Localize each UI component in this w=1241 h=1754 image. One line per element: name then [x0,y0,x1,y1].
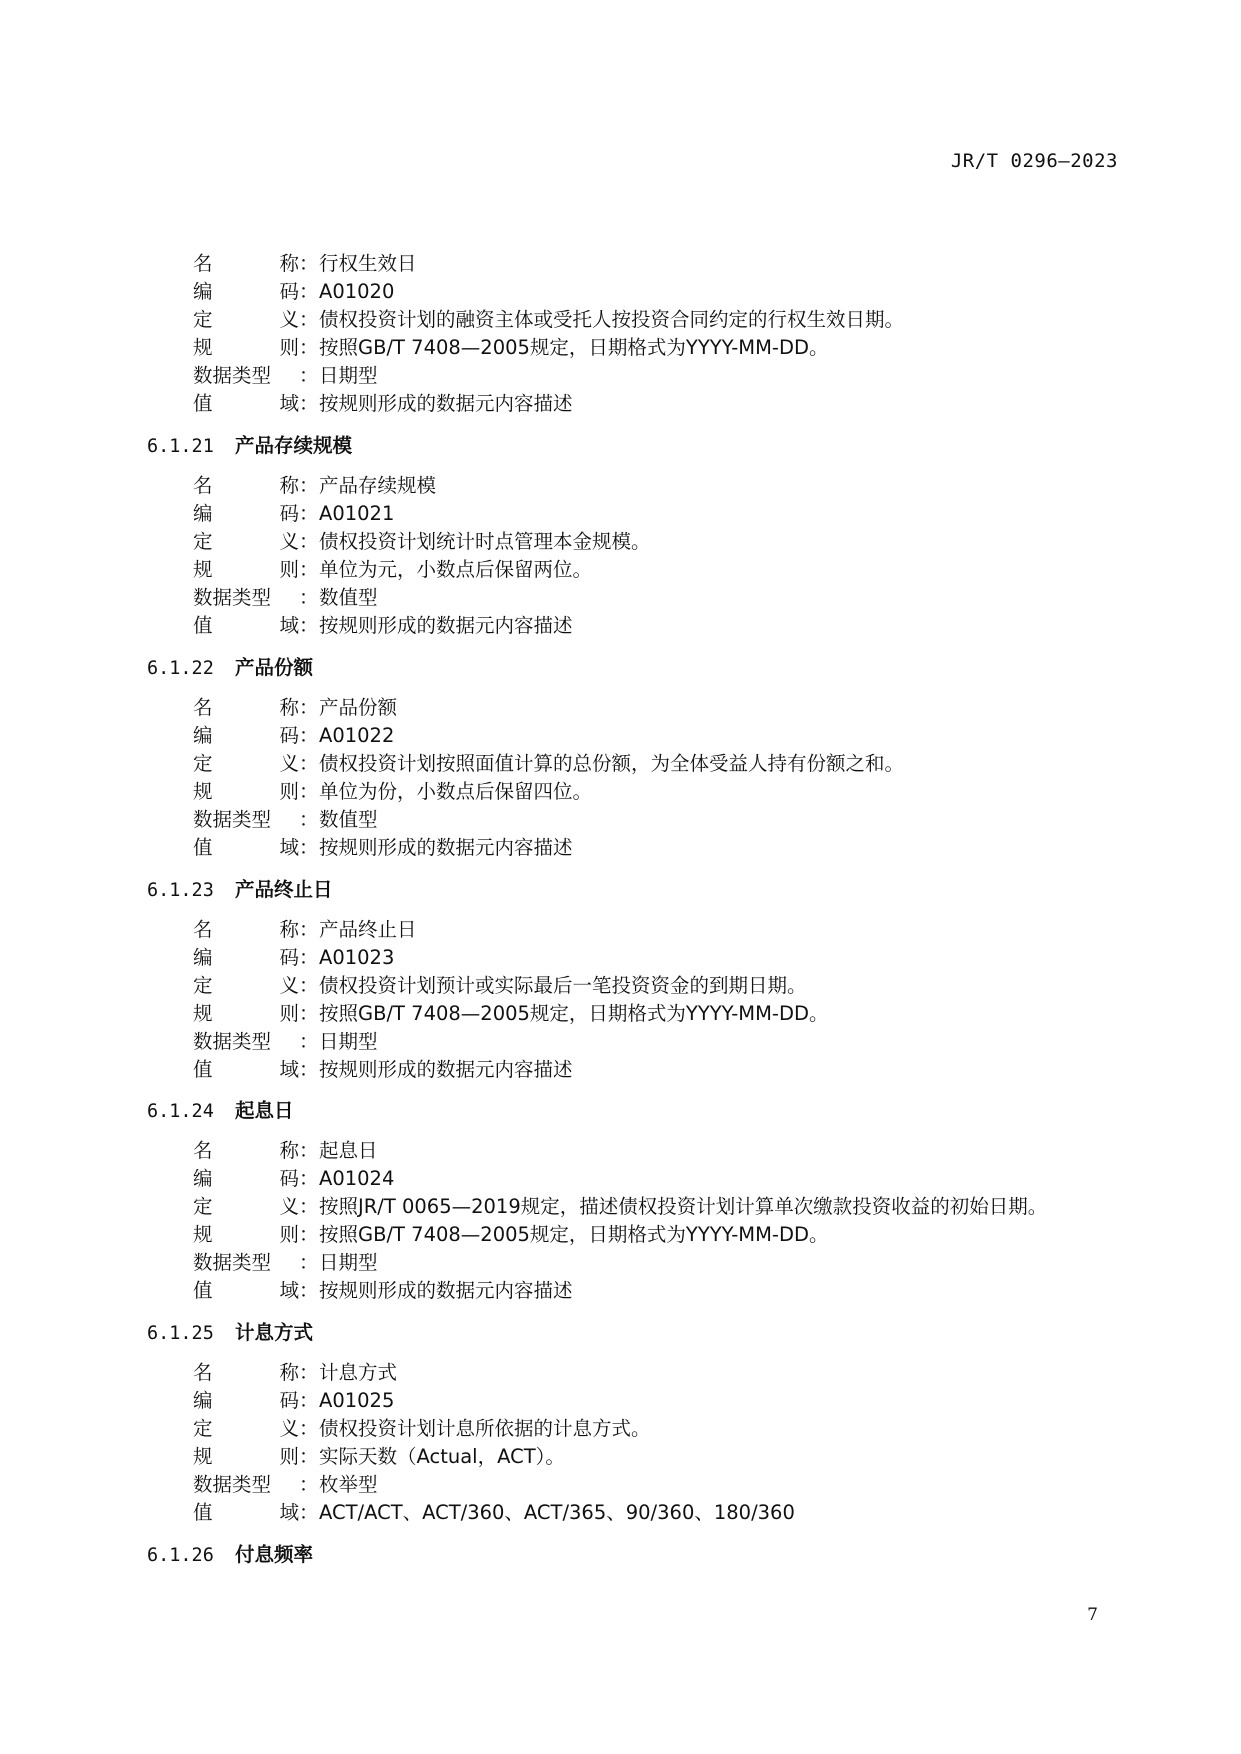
field-value-domain: 值 域 ： 按规则形成的数据元内容描述 [193,834,1153,862]
field-rule-value: 单位为份，小数点后保留四位。 [319,780,593,803]
section-number: 6.1.24 [147,1101,214,1122]
field-data-type: 数据类型 ： 日期型 [193,362,1153,390]
field-data-type-value: 数值型 [319,586,378,609]
field-rule: 规 则 ： 实际天数（Actual，ACT）。 [193,1443,1153,1471]
field-name: 名 称 ： 产品存续规模 [193,472,1153,500]
data-element-entry [193,250,1153,418]
field-name: 名 称 ： 起息日 [193,1137,1153,1165]
section-title: 付息频率 [235,1543,314,1566]
field-name: 名 称 ： 计息方式 [193,1359,1153,1387]
field-code-value: A01024 [319,1167,395,1190]
field-name: 名 称 ： 产品份额 [193,694,1153,722]
field-name-value: 产品存续规模 [319,474,437,497]
field-value-domain: 值 域 ： 按规则形成的数据元内容描述 [193,612,1153,640]
section-number: 6.1.26 [147,1545,214,1566]
field-value-domain-value: 按规则形成的数据元内容描述 [319,1279,573,1302]
field-rule-value: 按照GB/T 7408—2005规定，日期格式为YYYY-MM-DD。 [319,336,829,359]
data-element-entry [193,916,1153,1084]
field-definition-value: 债权投资计划按照面值计算的总份额，为全体受益人持有份额之和。 [319,752,905,775]
field-data-type: 数据类型 ： 枚举型 [193,1471,1153,1499]
field-value-domain-value: 按规则形成的数据元内容描述 [319,836,573,859]
field-definition: 定 义 ： 债权投资计划计息所依据的计息方式。 [193,1415,1153,1443]
section-title: 产品存续规模 [235,434,353,457]
section-title: 产品终止日 [235,878,333,901]
field-code-value: A01023 [319,946,395,969]
field-definition: 定 义 ： 债权投资计划按照面值计算的总份额，为全体受益人持有份额之和。 [193,750,1153,778]
section-title: 计息方式 [235,1321,314,1344]
field-rule-value: 单位为元，小数点后保留两位。 [319,558,593,581]
section-heading [147,431,352,461]
section-heading [147,875,333,905]
section-number: 6.1.21 [147,436,214,457]
field-rule-value: 按照GB/T 7408—2005规定，日期格式为YYYY-MM-DD。 [319,1223,829,1246]
field-definition-value: 债权投资计划统计时点管理本金规模。 [319,530,651,553]
field-code: 编 码 ： A01025 [193,1387,1153,1415]
field-rule: 规 则 ： 单位为份，小数点后保留四位。 [193,778,1153,806]
field-data-type-value: 日期型 [319,1251,378,1274]
data-element-entry [193,472,1153,640]
field-code-value: A01020 [319,280,395,303]
document-code: JR/T 0296—2023 [950,150,1118,172]
section-number: 6.1.25 [147,1323,214,1344]
field-value-domain: 值 域 ： 按规则形成的数据元内容描述 [193,1277,1153,1305]
field-code: 编 码 ： A01023 [193,944,1153,972]
page-number: 7 [1087,1605,1098,1625]
field-value-domain: 值 域 ： 按规则形成的数据元内容描述 [193,390,1153,418]
section-number: 6.1.22 [147,658,214,679]
field-definition: 定 义 ： 按照JR/T 0065—2019规定，描述债权投资计划计算单次缴款投资收益的初始日期。 [193,1193,1153,1221]
field-name-value: 计息方式 [319,1361,398,1384]
field-name-value: 产品份额 [319,696,398,719]
field-definition-value: 债权投资计划计息所依据的计息方式。 [319,1417,651,1440]
field-value-domain-value: 按规则形成的数据元内容描述 [319,614,573,637]
field-data-type: 数据类型 ： 数值型 [193,806,1153,834]
field-data-type-value: 数值型 [319,808,378,831]
field-rule-value: 实际天数（Actual，ACT）。 [319,1445,565,1468]
field-definition: 定 义 ： 债权投资计划的融资主体或受托人按投资合同约定的行权生效日期。 [193,306,1153,334]
field-code: 编 码 ： A01022 [193,722,1153,750]
field-name-value: 行权生效日 [319,252,417,275]
field-value-domain: 值 域 ： ACT/ACT、ACT/360、ACT/365、90/360、180/360 [193,1499,1153,1527]
field-value-domain: 值 域 ： 按规则形成的数据元内容描述 [193,1056,1153,1084]
section-heading [147,1318,313,1348]
field-definition-value: 按照JR/T 0065—2019规定，描述债权投资计划计算单次缴款投资收益的初始日期。 [319,1195,1048,1218]
field-definition-value: 债权投资计划预计或实际最后一笔投资资金的到期日期。 [319,974,807,997]
data-element-entry [193,694,1153,862]
field-data-type: 数据类型 ： 数值型 [193,584,1153,612]
section-heading [147,653,313,683]
field-data-type-value: 日期型 [319,1030,378,1053]
field-value-domain-value: 按规则形成的数据元内容描述 [319,1058,573,1081]
data-element-entry [193,1137,1153,1305]
field-data-type-value: 日期型 [319,364,378,387]
field-name-value: 起息日 [319,1139,378,1162]
field-rule-value: 按照GB/T 7408—2005规定，日期格式为YYYY-MM-DD。 [319,1002,829,1025]
section-number: 6.1.23 [147,880,214,901]
field-definition: 定 义 ： 债权投资计划统计时点管理本金规模。 [193,528,1153,556]
field-code-value: A01022 [319,724,395,747]
field-code-value: A01021 [319,502,395,525]
section-heading [147,1096,294,1126]
field-code: 编 码 ： A01024 [193,1165,1153,1193]
field-rule: 规 则 ： 单位为元，小数点后保留两位。 [193,556,1153,584]
field-rule: 规 则 ： 按照GB/T 7408—2005规定，日期格式为YYYY-MM-DD。 [193,1221,1153,1249]
data-element-entry [193,1359,1153,1527]
field-rule: 规 则 ： 按照GB/T 7408—2005规定，日期格式为YYYY-MM-DD。 [193,334,1153,362]
field-value-domain-value: 按规则形成的数据元内容描述 [319,392,573,415]
field-data-type: 数据类型 ： 日期型 [193,1249,1153,1277]
section-title: 产品份额 [235,656,314,679]
field-value-domain-value: ACT/ACT、ACT/360、ACT/365、90/360、180/360 [319,1501,795,1524]
field-name: 名 称 ： 产品终止日 [193,916,1153,944]
field-definition-value: 债权投资计划的融资主体或受托人按投资合同约定的行权生效日期。 [319,308,905,331]
section-title: 起息日 [235,1099,294,1122]
field-data-type: 数据类型 ： 日期型 [193,1028,1153,1056]
field-name-value: 产品终止日 [319,918,417,941]
field-code: 编 码 ： A01020 [193,278,1153,306]
field-code: 编 码 ： A01021 [193,500,1153,528]
field-data-type-value: 枚举型 [319,1473,378,1496]
field-rule: 规 则 ： 按照GB/T 7408—2005规定，日期格式为YYYY-MM-DD。 [193,1000,1153,1028]
section-heading [147,1540,313,1570]
field-code-value: A01025 [319,1389,395,1412]
field-name: 名 称 ： 行权生效日 [193,250,1153,278]
field-definition: 定 义 ： 债权投资计划预计或实际最后一笔投资资金的到期日期。 [193,972,1153,1000]
